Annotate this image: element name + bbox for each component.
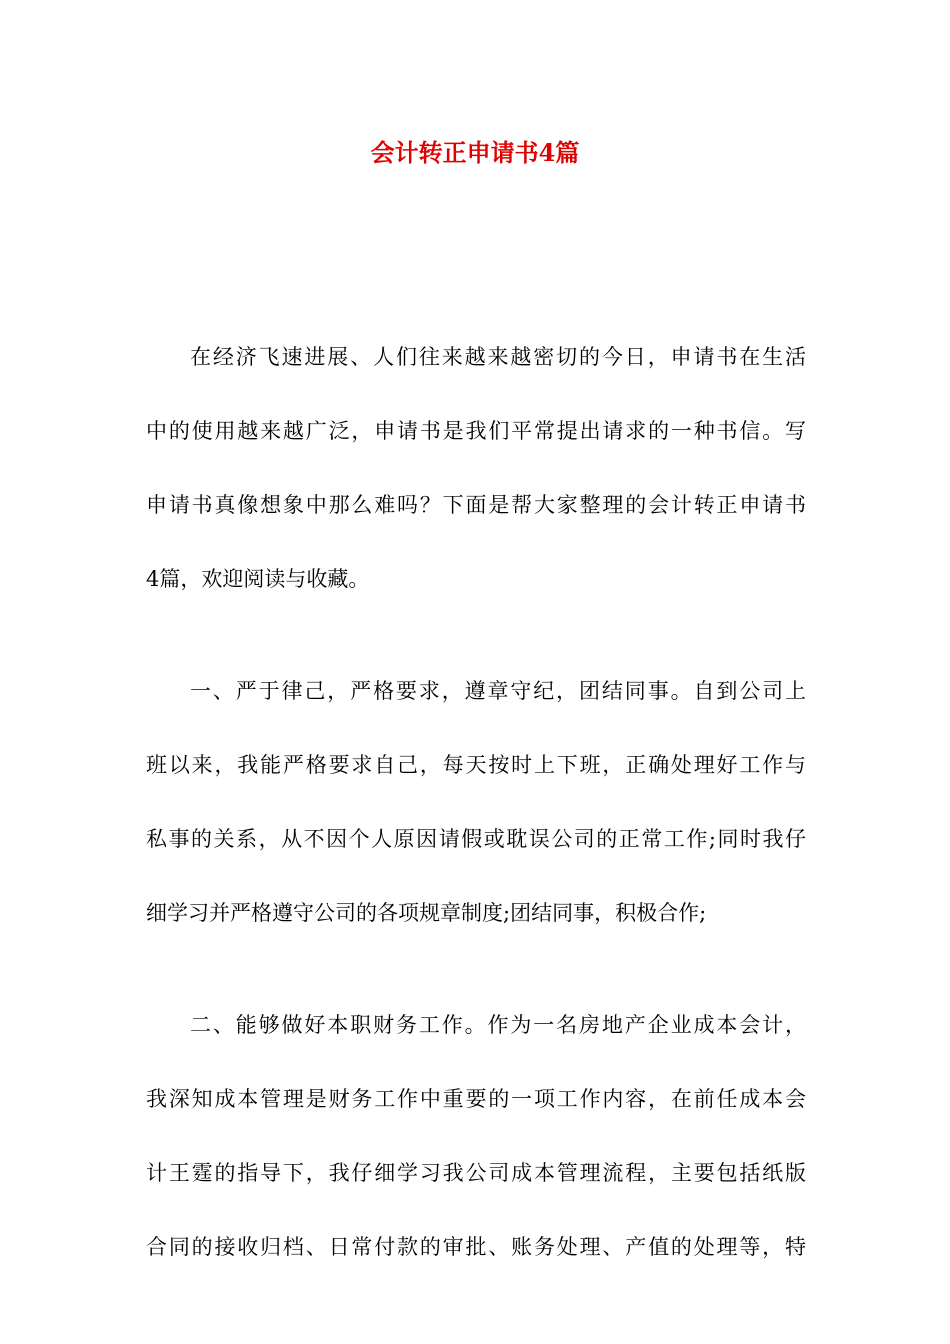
text-line: 我深知成本管理是财务工作中重要的一项工作内容，在前任成本会 xyxy=(146,1087,806,1111)
text-line: 计王霆的指导下，我仔细学习我公司成本管理流程，主要包括纸版 xyxy=(146,1161,806,1185)
text-line: 私事的关系，从不因个人原因请假或耽误公司的正常工作;同时我仔 xyxy=(146,827,806,851)
text-line: 申请书真像想象中那么难吗？下面是帮大家整理的会计转正申请书 xyxy=(146,493,806,517)
text-line: 中的使用越来越广泛，申请书是我们平常提出请求的一种书信。写 xyxy=(146,419,806,443)
text-line: 在经济飞速进展、人们往来越来越密切的今日，申请书在生活 xyxy=(190,345,806,369)
document-title: 会计转正申请书4篇 xyxy=(370,138,580,167)
text-line: 4篇，欢迎阅读与收藏。 xyxy=(146,567,370,591)
document-body xyxy=(146,320,806,1322)
text-line: 二、能够做好本职财务工作。作为一名房地产企业成本会计， xyxy=(190,1013,806,1037)
text-line: 一、严于律己，严格要求，遵章守纪，团结同事。自到公司上 xyxy=(190,679,806,703)
text-line: 细学习并严格遵守公司的各项规章制度;团结同事，积极合作; xyxy=(146,901,707,925)
text-line: 合同的接收归档、日常付款的审批、账务处理、产值的处理等，特 xyxy=(146,1235,806,1259)
paragraph-section-one xyxy=(146,654,806,950)
paragraph-section-two xyxy=(146,988,806,1284)
text-line: 班以来，我能严格要求自己，每天按时上下班，正确处理好工作与 xyxy=(146,753,806,777)
paragraph-intro xyxy=(146,320,806,616)
